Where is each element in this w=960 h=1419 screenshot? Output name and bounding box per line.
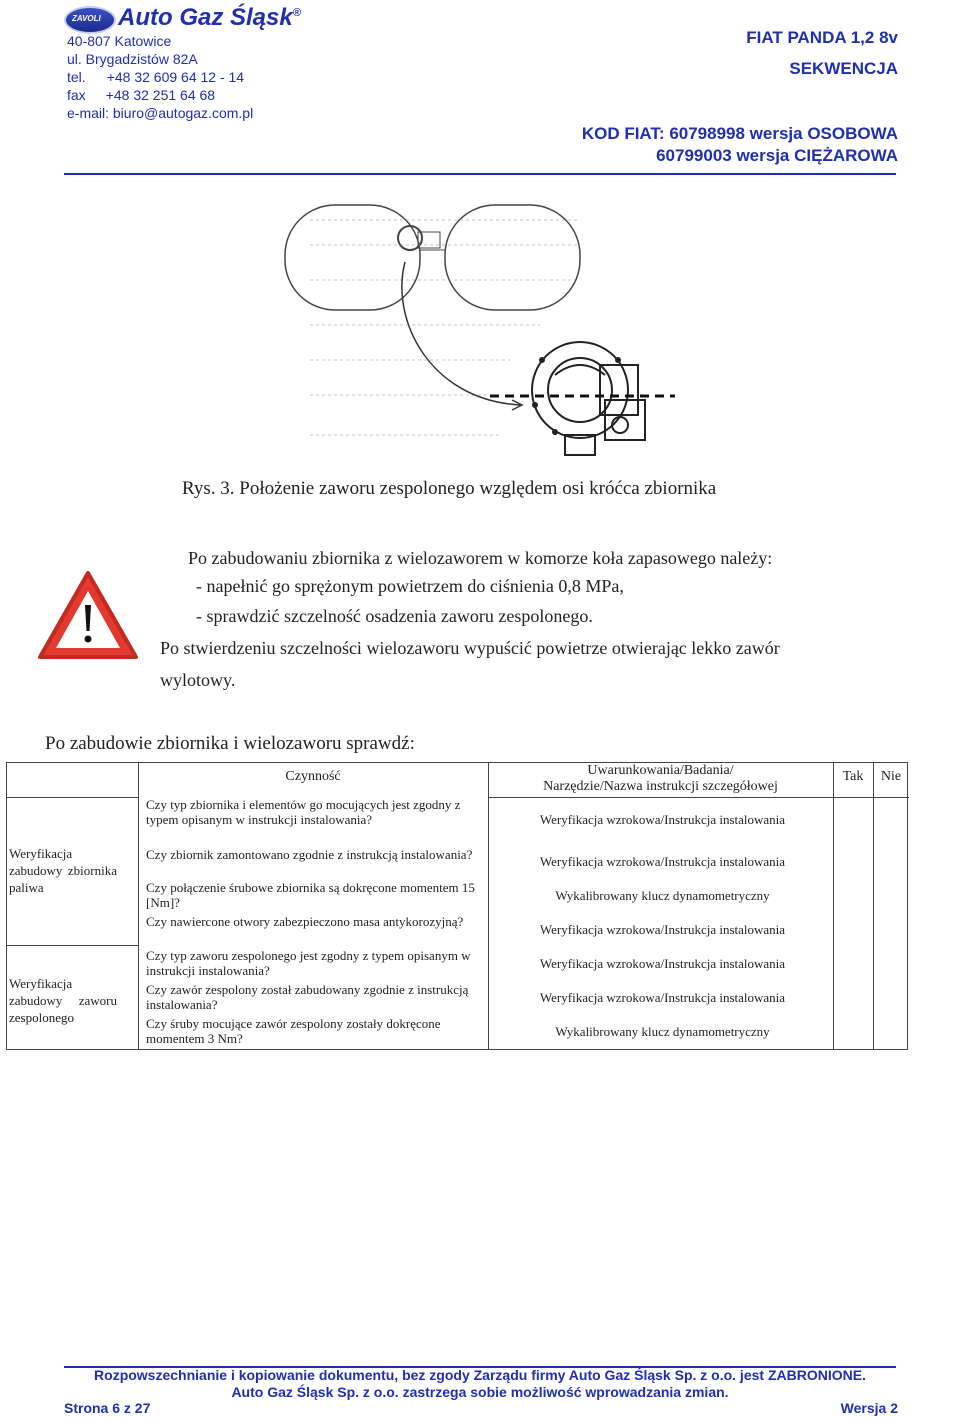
question-6: Czy zawór zespolony został zabudowany zgodnie z instrukcją instalowania? [146, 982, 469, 1012]
method-1: Weryfikacja wzrokowa/Instrukcja instalowania [539, 812, 786, 827]
valve-position-figure [280, 200, 700, 475]
question-5: Czy typ zaworu zespolonego jest zgodny z typem opisanym w instrukcji instalowania? [146, 948, 471, 978]
logo-badge: ZAVOLI [64, 6, 116, 34]
company-name: Auto Gaz Śląsk® [118, 4, 301, 31]
method-4: Weryfikacja wzrokowa/Instrukcja instalowania [539, 922, 786, 937]
header-conditions: Uwarunkowania/Badania/ Narzędzie/Nazwa instrukcji szczegółowej [543, 763, 778, 794]
address-city: 40-807 Katowice [67, 33, 172, 49]
address-email: e-mail: biuro@autogaz.com.pl [67, 105, 254, 121]
footer-disclaimer: Auto Gaz Śląsk Sp. z o.o. zastrzega sobie możliwość wprowadzania zmian. [231, 1384, 729, 1400]
document-version: Wersja 2 [840, 1400, 898, 1416]
checklist-table [6, 762, 908, 1050]
page-number: Strona 6 z 27 [64, 1400, 151, 1416]
warning-triangle-icon [36, 567, 140, 661]
checklist-title: Po zabudowie zbiornika i wielozaworu sprawdź: [45, 733, 415, 754]
footer-copyright: Rozpowszechnianie i kopiowanie dokumentu, bez zgody Zarządu firmy Auto Gaz Śląsk Sp. z o.o. jest ZABRONIONE. [94, 1367, 866, 1383]
address-fax: fax +48 32 251 64 68 [67, 87, 216, 103]
group-tank-verification: Weryfikacja zabudowy zbiornika paliwa [9, 846, 117, 895]
warning-after-1: Po stwierdzeniu szczelności wielozaworu wypuścić powietrze otwierając lekko zawór [160, 638, 780, 658]
header-action: Czynność [285, 769, 341, 784]
question-4: Czy nawiercone otwory zabezpieczono masa antykorozyjną? [146, 914, 464, 929]
company-logo [64, 4, 324, 34]
fiat-code-line2: 60799003 wersja CIĘŻAROWA [656, 146, 898, 165]
method-2: Weryfikacja wzrokowa/Instrukcja instalowania [539, 854, 786, 869]
warning-item-1: - napełnić go sprężonym powietrzem do ciśnienia 0,8 MPa, [196, 576, 624, 596]
method-7: Wykalibrowany klucz dynamometryczny [555, 1024, 770, 1039]
header-yes: Tak [842, 769, 864, 784]
system-name: SEKWENCJA [789, 59, 898, 78]
car-model: FIAT PANDA 1,2 8v [746, 28, 898, 47]
figure-caption: Rys. 3. Położenie zaworu zespolonego względem osi króćca zbiornika [182, 478, 717, 499]
address-street: ul. Brygadzistów 82A [67, 51, 198, 67]
address-tel: tel. +48 32 609 64 12 - 14 [67, 69, 245, 85]
question-7: Czy śruby mocujące zawór zespolony zostały dokręcone momentem 3 Nm? [146, 1016, 441, 1046]
group-valve-verification: Weryfikacja zabudowy zaworu zespolonego [9, 976, 117, 1025]
method-3: Wykalibrowany klucz dynamometryczny [555, 888, 770, 903]
warning-intro: Po zabudowaniu zbiornika z wielozaworem w komorze koła zapasowego należy: [188, 548, 773, 568]
fiat-code-line1: KOD FIAT: 60798998 wersja OSOBOWA [581, 124, 898, 143]
method-5: Weryfikacja wzrokowa/Instrukcja instalowania [539, 956, 786, 971]
method-6: Weryfikacja wzrokowa/Instrukcja instalowania [539, 990, 786, 1005]
question-3: Czy połączenie śrubowe zbiornika są dokręcone momentem 15 [Nm]? [146, 880, 475, 910]
question-1: Czy typ zbiornika i elementów go mocujących jest zgodny z typem opisanym w instrukcji instalowania? [146, 797, 461, 827]
question-2: Czy zbiornik zamontowano zgodnie z instrukcją instalowania? [146, 847, 473, 862]
warning-item-2: - sprawdzić szczelność osadzenia zaworu zespolonego. [196, 606, 593, 626]
warning-after-2: wylotowy. [160, 670, 236, 690]
header-no: Nie [880, 769, 902, 784]
header-divider [64, 173, 896, 175]
